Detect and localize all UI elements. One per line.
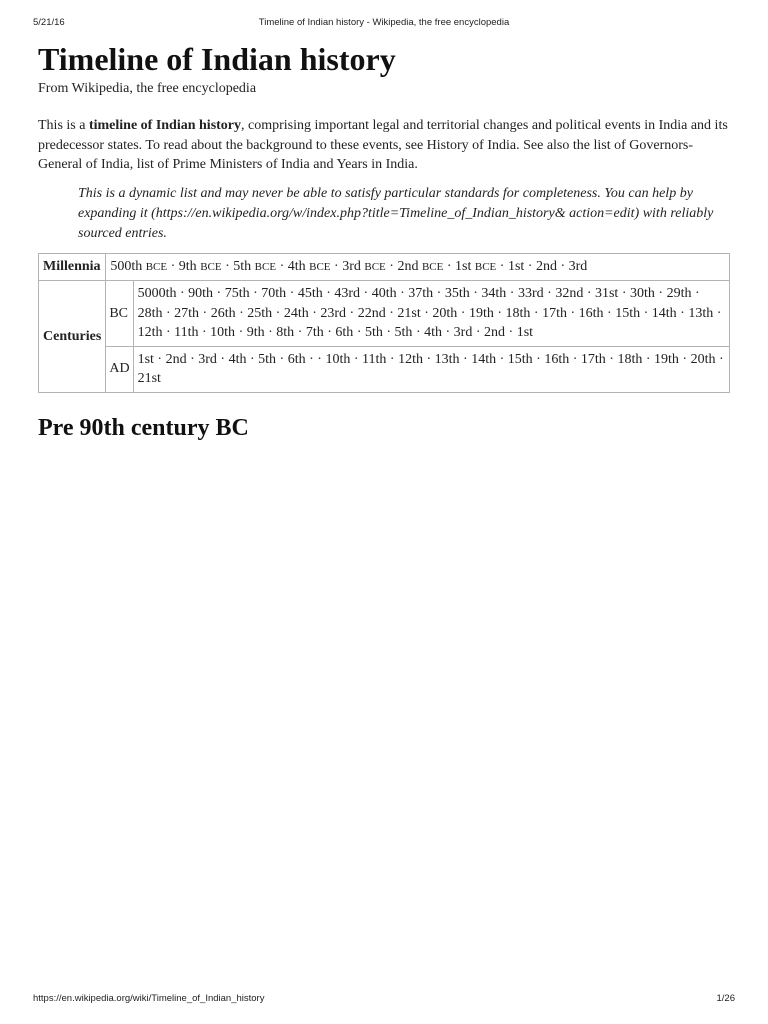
millennia-row xyxy=(39,253,730,281)
tagline: From Wikipedia, the free encyclopedia xyxy=(38,81,257,96)
era-suffix: BCE xyxy=(254,260,277,273)
ad-century-link[interactable]: 20th xyxy=(690,351,716,367)
bc-century-link[interactable]: 75th xyxy=(224,286,250,301)
millennia-label: Millennia xyxy=(39,253,106,281)
millennium-link[interactable] xyxy=(508,259,524,274)
millennium-number: 1st xyxy=(455,258,472,274)
bc-century-link[interactable]: 30th xyxy=(630,286,655,301)
bc-century-link[interactable]: 43rd xyxy=(334,286,361,301)
intro-prefix: This is a xyxy=(38,118,89,133)
ad-century-link[interactable]: 14th xyxy=(471,351,497,367)
bc-century-link[interactable]: 6th xyxy=(335,325,354,340)
page-title: Timeline of Indian history xyxy=(38,41,396,77)
centuries-label: Centuries xyxy=(39,281,106,393)
print-footer xyxy=(33,993,735,1007)
millennium-number: 3rd xyxy=(342,258,361,274)
era-suffix: BCE xyxy=(364,260,386,273)
bc-century-link[interactable]: 5th xyxy=(394,325,413,340)
bc-century-link[interactable]: 40th xyxy=(371,286,397,301)
intro-paragraph xyxy=(38,116,730,175)
ad-century-link[interactable]: 11th xyxy=(362,351,387,367)
bc-century-link[interactable]: 11th xyxy=(174,325,199,340)
millennium-link[interactable] xyxy=(455,259,496,274)
bc-century-link[interactable]: 32nd xyxy=(555,286,584,301)
millennium-number: 2nd xyxy=(535,258,557,274)
bc-century-link[interactable]: 16th xyxy=(578,305,604,321)
centuries-bc-row xyxy=(39,281,730,347)
ad-century-link[interactable]: 15th xyxy=(507,351,533,367)
intro-bold-term: timeline of Indian history xyxy=(88,118,242,133)
bc-century-link[interactable]: 15th xyxy=(615,305,641,321)
bc-century-link[interactable]: 22nd xyxy=(357,305,386,321)
era-suffix: BCE xyxy=(474,260,497,273)
bc-label: BC xyxy=(106,281,133,347)
era-suffix: BCE xyxy=(145,260,168,273)
millennium-link[interactable] xyxy=(397,259,443,274)
ad-century-link[interactable]: 1st xyxy=(137,351,154,367)
page-number: 1/26 xyxy=(716,993,735,1004)
millennium-link[interactable] xyxy=(536,259,557,274)
ad-centuries-list: 1st · 2nd · 3rd · 4th · 5th · 6th · · 10th · 11th · 12th · 13th · 14th · 15th · 16th · 17th · 18th · 19th · 20th · 21st xyxy=(133,346,729,392)
millennium-number: 500th xyxy=(110,258,143,274)
ad-century-link[interactable]: 6th xyxy=(287,351,306,367)
bc-century-link[interactable]: 29th xyxy=(666,286,692,301)
millennium-number: 4th xyxy=(287,258,306,274)
era-suffix: BCE xyxy=(421,260,444,273)
ad-century-link[interactable]: 17th xyxy=(580,351,606,367)
ad-century-link[interactable]: 21st xyxy=(137,371,161,386)
bc-century-link[interactable]: 19th xyxy=(468,305,494,321)
bc-century-link[interactable]: 21st xyxy=(397,305,421,321)
bc-century-link[interactable]: 14th xyxy=(651,305,677,321)
timeline-navigation-table xyxy=(38,253,730,393)
print-url: https://en.wikipedia.org/wiki/Timeline_of_Indian_history xyxy=(33,993,265,1004)
print-document-title: Timeline of Indian history - Wikipedia, the free encyclopedia xyxy=(258,17,510,28)
ad-label: AD xyxy=(106,346,133,392)
bc-century-link[interactable]: 70th xyxy=(261,286,287,301)
ad-century-link[interactable]: 13th xyxy=(434,351,460,367)
article-content xyxy=(38,38,730,443)
ad-century-link[interactable]: 2nd xyxy=(165,351,187,367)
millennium-number: 1st xyxy=(507,258,525,274)
bc-century-link[interactable]: 9th xyxy=(246,325,265,340)
bc-century-link[interactable]: 7th xyxy=(305,325,324,340)
bc-century-link[interactable]: 3rd xyxy=(453,325,473,340)
bc-century-link[interactable]: 1st xyxy=(516,325,534,340)
millennium-link[interactable] xyxy=(233,259,276,274)
bc-century-link[interactable]: 5000th xyxy=(137,286,177,301)
bc-century-link[interactable]: 26th xyxy=(210,305,236,321)
bc-century-link[interactable]: 12th xyxy=(137,325,163,340)
era-suffix: BCE xyxy=(200,260,222,273)
ad-century-link[interactable]: 16th xyxy=(544,351,570,367)
bc-century-link[interactable]: 5th xyxy=(364,325,383,340)
bc-century-link[interactable]: 27th xyxy=(174,305,200,321)
millennium-number: 2nd xyxy=(397,258,419,274)
bc-century-link[interactable]: 20th xyxy=(432,305,458,321)
bc-century-link[interactable]: 8th xyxy=(276,325,295,340)
ad-century-link[interactable]: 12th xyxy=(398,351,423,367)
bc-century-link[interactable]: 45th xyxy=(297,286,323,301)
intro-suffix: , comprising important legal and territorial changes and political events in India and its predecessor states. To read about the background to these events, see History of India. See also the list of Governors-General of India, list of Prime Ministers of India and Years in India. xyxy=(38,118,728,172)
bc-century-link[interactable]: 24th xyxy=(283,305,309,321)
bc-century-link[interactable]: 23rd xyxy=(320,305,347,321)
millennium-link[interactable] xyxy=(179,259,222,274)
ad-century-link[interactable]: 19th xyxy=(654,351,679,367)
bc-century-link[interactable]: 31st xyxy=(594,286,619,301)
bc-centuries-list: 5000th · 90th · 75th · 70th · 45th · 43rd · 40th · 37th · 35th · 34th · 33rd · 32nd · 31st · 30th · 29th · 28th · 27th · 26th · 25th · 24th · 23rd · 22nd · 21st · 20th · 19th · 18th · 17th · 16th · 15th · 14th · 13th · 12th · 11th · 10th · 9th · 8th · 7th · 6th · 5th · 5th · 4th · 3rd · 2nd · 1st xyxy=(133,281,729,347)
ad-century-link[interactable]: 10th xyxy=(325,351,351,367)
bc-century-link[interactable]: 34th xyxy=(481,286,507,301)
centuries-ad-row xyxy=(39,346,730,392)
bc-century-link[interactable]: 28th xyxy=(137,305,163,321)
bc-century-link[interactable]: 4th xyxy=(424,325,442,340)
print-header xyxy=(33,17,735,31)
bc-century-link[interactable]: 17th xyxy=(542,305,567,321)
ad-century-link[interactable]: 4th xyxy=(228,351,247,367)
section-heading: Pre 90th century BC xyxy=(38,414,249,441)
era-suffix: BCE xyxy=(309,260,331,273)
bc-century-link[interactable]: 18th xyxy=(505,305,531,321)
ad-century-link[interactable]: 3rd xyxy=(198,351,217,367)
bc-century-link[interactable]: 35th xyxy=(444,286,470,301)
millennium-number: 9th xyxy=(178,258,197,274)
print-date: 5/21/16 xyxy=(33,17,65,28)
millennium-number: 3rd xyxy=(568,258,588,274)
ad-century-link[interactable]: 5th xyxy=(258,351,277,367)
millennium-link[interactable] xyxy=(288,259,331,274)
ad-century-link[interactable]: 18th xyxy=(617,351,643,367)
bc-century-link[interactable]: 2nd xyxy=(484,325,506,340)
millennium-link[interactable] xyxy=(569,259,588,274)
millennium-link[interactable] xyxy=(110,259,167,274)
millennium-link[interactable] xyxy=(342,259,386,274)
bc-century-link[interactable]: 13th xyxy=(688,305,714,321)
bc-century-link[interactable]: 10th xyxy=(210,325,236,340)
bc-century-link[interactable]: 25th xyxy=(247,305,273,321)
bc-century-link[interactable]: 90th xyxy=(188,286,214,301)
dynamic-list-notice: This is a dynamic list and may never be able to satisfy particular standards for completeness. You can help by expanding it (https://en.wikipedia.org/w/index.php?title=Timeline_of_Indian_history& action=edit) with reliably sourced entries. xyxy=(78,185,714,241)
bc-century-link[interactable]: 33rd xyxy=(517,286,544,301)
bc-century-link[interactable]: 37th xyxy=(408,286,434,301)
millennia-list: 500th BCE · 9th BCE · 5th BCE · 4th BCE · 3rd BCE · 2nd BCE · 1st BCE · 1st · 2nd · 3rd xyxy=(106,253,730,281)
millennium-number: 5th xyxy=(233,258,252,274)
